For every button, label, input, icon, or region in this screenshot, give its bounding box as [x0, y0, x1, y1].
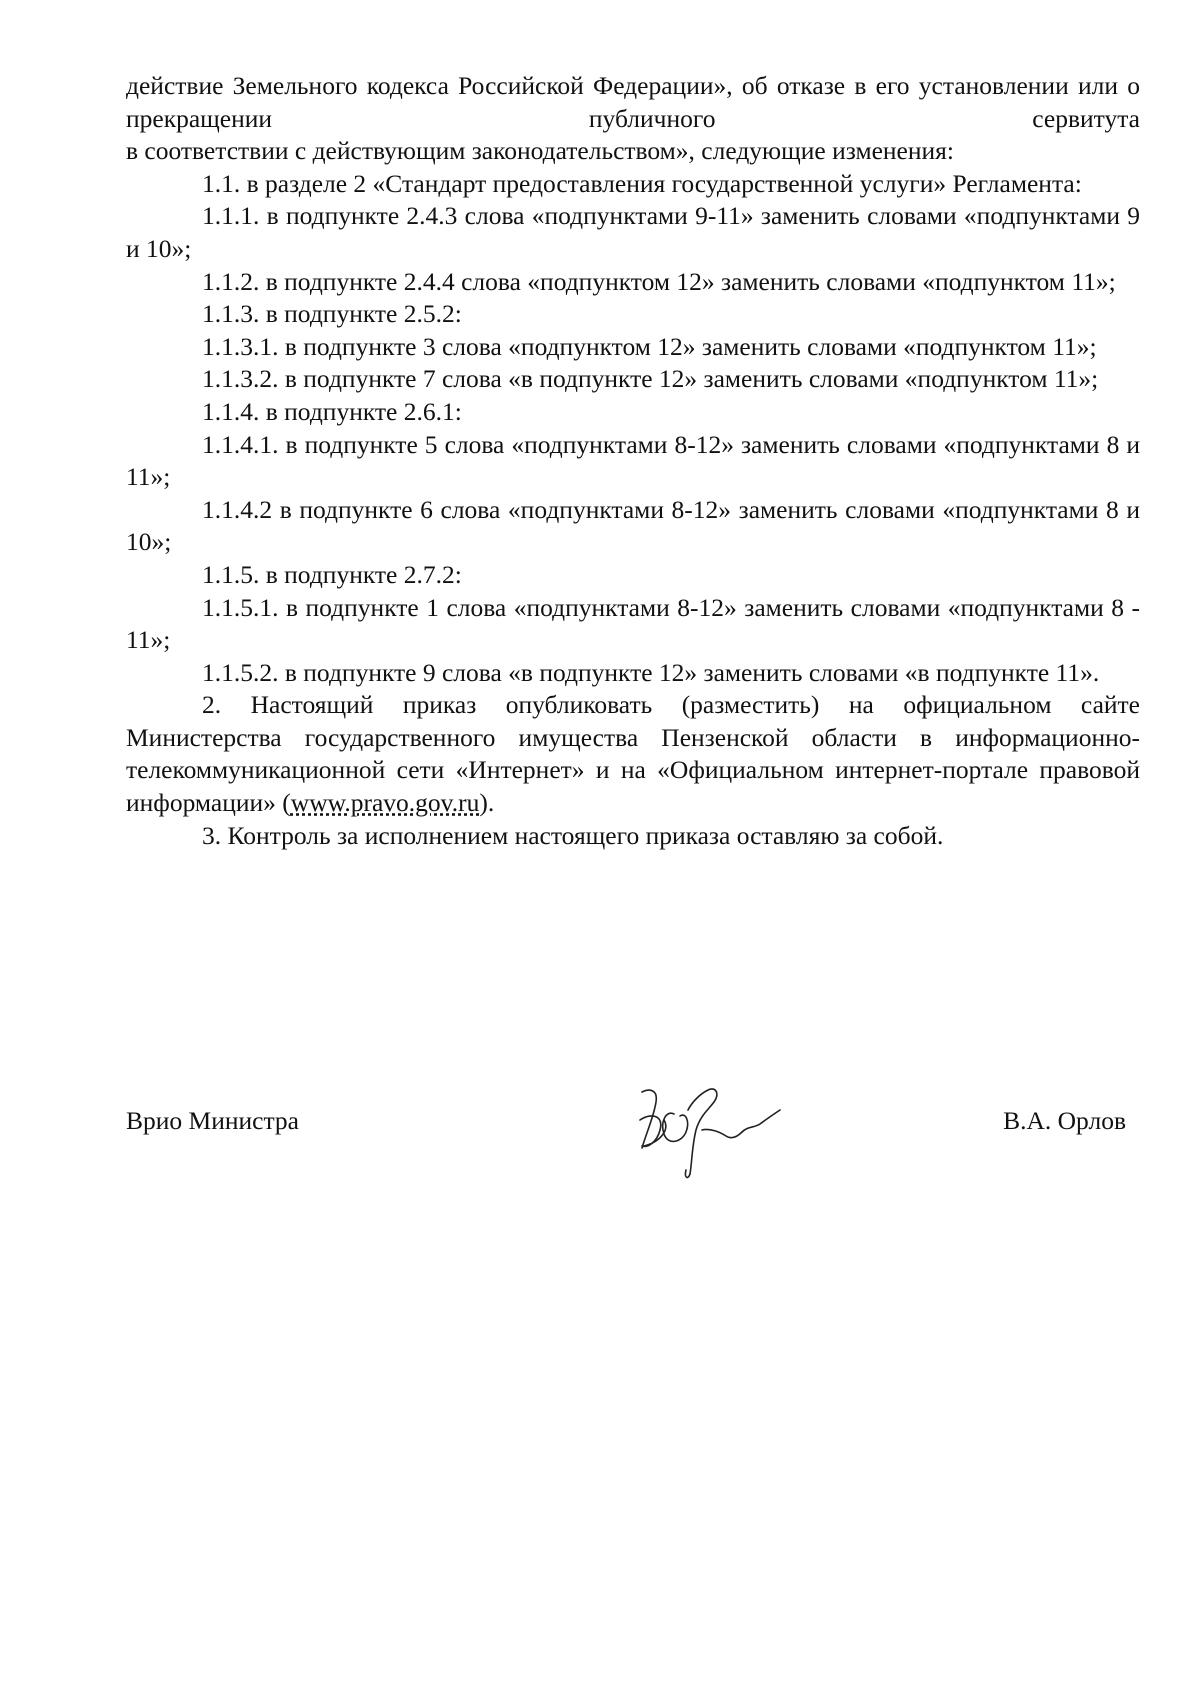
handwritten-signature	[630, 1050, 790, 1190]
publication-text: 2. Настоящий приказ опубликовать (разместить) на официальном сайте Министерства государственного имущества Пензенской области в информационно-телекоммуникационной сети «Интернет» и на «Официальном интернет-портале правовой информации» (	[126, 690, 1140, 818]
paragraph-item-1-1-5: 1.1.5. в подпункте 2.7.2:	[202, 559, 462, 589]
document-body	[126, 70, 1140, 852]
publication-text-end: ).	[479, 788, 495, 818]
paragraph-item-1-1: 1.1. в разделе 2 «Стандарт предоставления государственной услуги» Регламента:	[202, 168, 1082, 198]
pravo-link[interactable]: www.pravo.gov.ru	[290, 788, 480, 818]
paragraph-control: 3. Контроль за исполнением настоящего приказа оставляю за собой.	[202, 820, 944, 850]
paragraph-item-1-1-3: 1.1.3. в подпункте 2.5.2:	[202, 299, 462, 329]
paragraph-item-1-1-5-1: 1.1.5.1. в подпункте 1 слова «подпунктами 8-12» заменить словами «подпунктами 8 - 11»;	[126, 592, 1140, 655]
signer-position: Врио Министра	[126, 1106, 299, 1135]
paragraph-item-1-1-3-1: 1.1.3.1. в подпункте 3 слова «подпунктом 12» заменить словами «подпунктом 11»;	[202, 331, 1097, 361]
paragraph-item-1-1-2: 1.1.2. в подпункте 2.4.4 слова «подпунктом 12» заменить словами «подпунктом 11»;	[202, 266, 1116, 296]
paragraph-intro-1: действие Земельного кодекса Российской Федерации», об отказе в его установлении или о прекращении публичного сервитута	[126, 71, 1140, 133]
paragraph-intro-2: в соответствии с действующим законодательством», следующие изменения:	[126, 136, 954, 166]
signer-name: В.А. Орлов	[1003, 1106, 1126, 1135]
paragraph-item-1-1-4-1: 1.1.4.1. в подпункте 5 слова «подпунктами 8-12» заменить словами «подпунктами 8 и 11»;	[126, 429, 1140, 492]
paragraph-item-1-1-1: 1.1.1. в подпункте 2.4.3 слова «подпунктами 9-11» заменить словами «подпунктами 9 и 10»;	[126, 201, 1140, 263]
paragraph-item-1-1-4-2: 1.1.4.2 в подпункте 6 слова «подпунктами 8-12» заменить словами «подпунктами 8 и 10»;	[126, 494, 1140, 557]
paragraph-item-1-1-4: 1.1.4. в подпункте 2.6.1:	[202, 396, 462, 426]
paragraph-publication	[126, 689, 1140, 819]
paragraph-item-1-1-5-2: 1.1.5.2. в подпункте 9 слова «в подпункте 12» заменить словами «в подпункте 11».	[202, 657, 1100, 687]
paragraph-item-1-1-3-2: 1.1.3.2. в подпункте 7 слова «в подпункте 12» заменить словами «подпунктом 11»;	[202, 364, 1099, 394]
